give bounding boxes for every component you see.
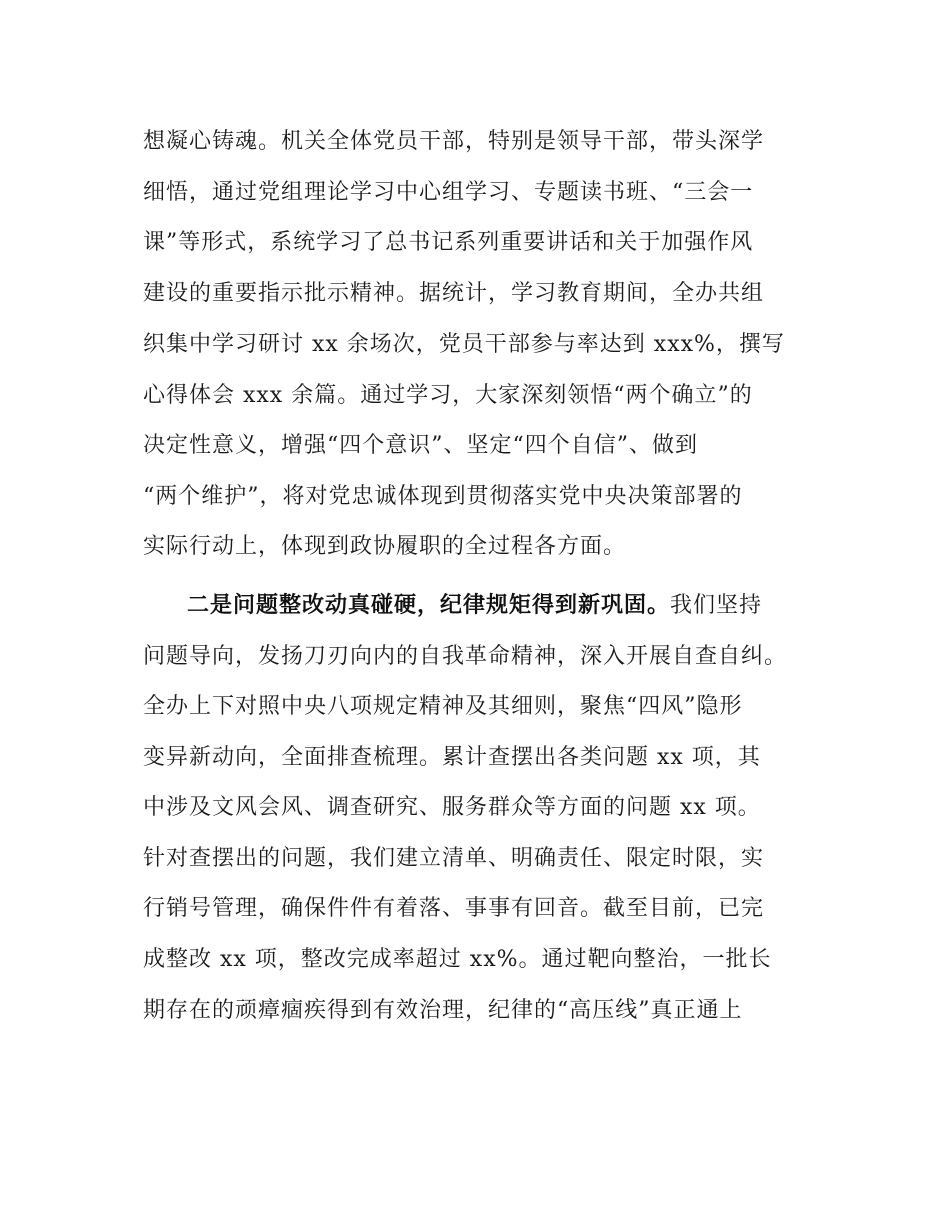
text-line: 实际行动上，体现到政协履职的全过程各方面。 — [143, 534, 627, 559]
text-line: 成整改 xx 项，整改完成率超过 xx%。通过靶向整治，一批长 — [143, 947, 772, 972]
text-line: 期存在的顽瘴痼疾得到有效治理，纪律的“高压线”真正通上 — [143, 998, 743, 1023]
paragraph-lead-heading: 二是问题整改动真碰硬，纪律规矩得到新巩固。 — [187, 593, 671, 618]
text-line: 心得体会 xxx 余篇。通过学习，大家深刻领悟“两个确立”的 — [143, 383, 753, 408]
paragraph-lead-rest: 我们坚持 — [670, 593, 763, 618]
text-line: 细悟，通过党组理论学习中心组学习、专题读书班、“三会一 — [143, 180, 754, 205]
text-line: 织集中学习研讨 xx 余场次，党员干部参与率达到 xxx%，撰写 — [143, 332, 785, 357]
text-line: 决定性意义，增强“四个意识”、坚定“四个自信”、做到 — [143, 433, 698, 458]
text-line: 问题导向，发扬刀刃向内的自我革命精神，深入开展自查自纠。 — [143, 644, 788, 669]
text-line: 想凝心铸魂。机关全体党员干部，特别是领导干部，带头深学 — [143, 129, 765, 154]
text-line: “两个维护”，将对党忠诚体现到贯彻落实党中央决策部署的 — [143, 484, 743, 509]
text-line: 行销号管理，确保件件有着落、事事有回音。截至目前，已完 — [143, 896, 765, 921]
text-line: 变异新动向，全面排查梳理。累计查摆出各类问题 xx 项，其 — [143, 745, 761, 770]
text-line: 中涉及文风会风、调查研究、服务群众等方面的问题 xx 项。 — [143, 795, 761, 820]
text-line: 全办上下对照中央八项规定精神及其细则，聚焦“四风”隐形 — [143, 694, 743, 719]
text-line-first — [187, 586, 762, 626]
text-line: 课”等形式，系统学习了总书记系列重要讲话和关于加强作风 — [143, 230, 754, 255]
text-line: 针对查摆出的问题，我们建立清单、明确责任、限定时限，实 — [143, 846, 765, 871]
text-line: 建设的重要指示批示精神。据统计，学习教育期间，全办共组 — [143, 281, 765, 306]
